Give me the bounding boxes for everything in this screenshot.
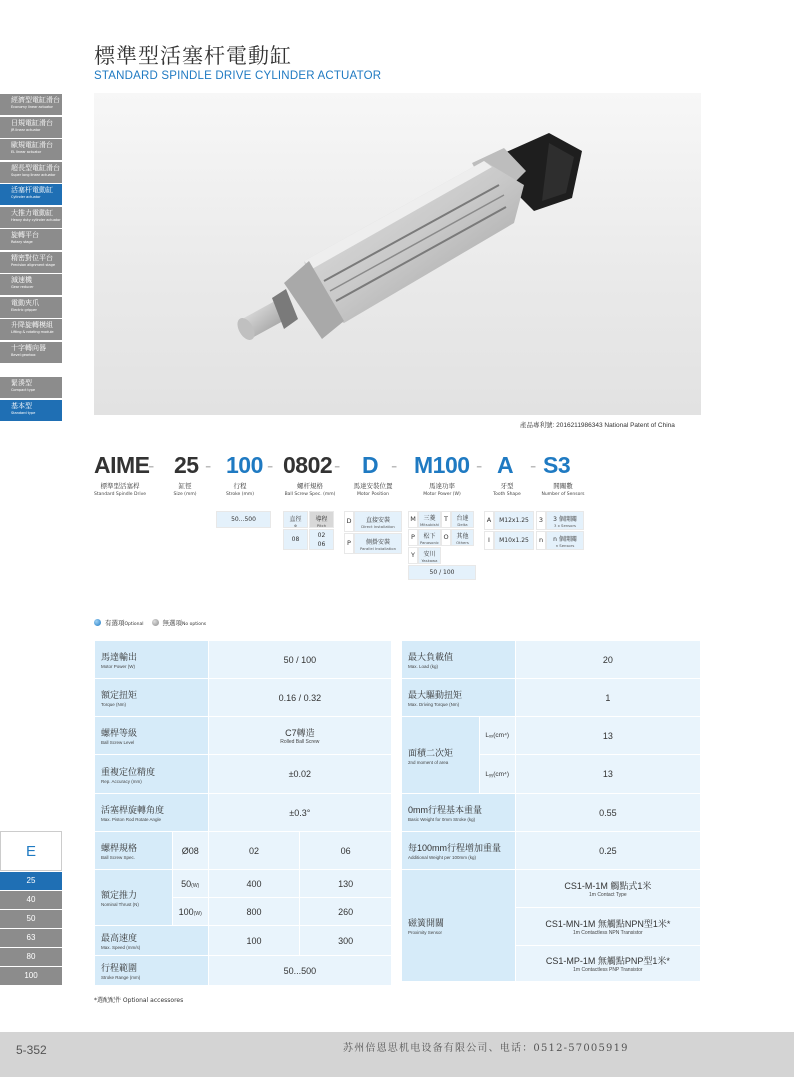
subtype-item[interactable]: [0, 377, 62, 398]
motor-brand-desc: [418, 547, 441, 564]
sidebar-item-label: 減速機: [11, 276, 32, 284]
size-nav: [0, 831, 62, 985]
value-speed-b: 300: [300, 926, 392, 956]
company-contact: 苏州倍恩思机电设备有限公司、电话：0512-57005919: [343, 1043, 629, 1054]
sidebar-item-label: 緊湊型: [11, 379, 32, 387]
value-stroke: 50...500: [208, 956, 391, 986]
power-unit: (W): [191, 882, 200, 889]
sensor-count-desc: [546, 531, 584, 550]
screw-pitch-1: 02: [317, 532, 326, 539]
label-sensor: [402, 870, 516, 982]
category-sidebar: [0, 94, 62, 364]
row-drive-torque: [402, 679, 701, 717]
sidebar-item-label: 十字轉向器: [11, 343, 46, 352]
code-label-en: Tooth Shape: [493, 492, 521, 497]
legend-optional: [105, 618, 144, 627]
sidebar-item-sublabel: Precision alignment stage: [11, 262, 55, 267]
code-part: 25: [174, 452, 199, 478]
sidebar-item-label: 基本型: [11, 401, 32, 410]
sidebar-item-sublabel: Lifting & rotating module: [11, 330, 54, 334]
sidebar-item-label: 活塞杆電動缸: [11, 186, 53, 194]
opt-cn: n 個開關: [553, 536, 577, 543]
opt-en: Panasonic: [419, 540, 440, 545]
sidebar-item[interactable]: [0, 342, 62, 363]
sensor-en: 1m Contactless NPN Transistor: [572, 930, 643, 936]
page-number: 5-352: [16, 1043, 47, 1057]
label-cn: 磁簧開關: [408, 918, 445, 928]
power-value: 100: [178, 906, 194, 917]
opt-cn: 側掛安裝: [365, 539, 390, 546]
sidebar-item[interactable]: [0, 117, 62, 138]
moment-iy-label: Lᵧᵧ(cm⁴): [479, 755, 515, 794]
motor-power-option: [408, 511, 476, 580]
code-label-cn: 馬達功率: [429, 482, 455, 490]
sidebar-item[interactable]: [0, 319, 62, 340]
legend-optional-cn: 有選項: [105, 619, 125, 627]
sidebar-item-label: 旋轉平台: [11, 231, 39, 239]
code-label-cn: 牙型: [500, 482, 514, 490]
code-separator: -: [205, 456, 211, 477]
type-sidebar: [0, 377, 62, 422]
power-unit: (W): [193, 910, 202, 917]
code-label-en: Standard Spindle Drive: [93, 492, 147, 497]
option-key: n: [536, 531, 546, 550]
sensor-option-2: [515, 908, 700, 946]
sensor-option-1: [515, 870, 700, 908]
moment-iy-value: 13: [515, 755, 700, 794]
label-cn: 最大驅動扭矩: [408, 690, 463, 700]
screw-dia-sub: Φ: [294, 523, 297, 528]
value-screw-grade: [208, 717, 391, 755]
page-title: 標準型活塞杆電動缸: [94, 44, 292, 68]
row-stroke: [95, 956, 392, 986]
label-en: Max. Driving Torque (Nm): [408, 702, 460, 707]
thrust-row1-b: 130: [300, 870, 392, 898]
value-load: 20: [515, 641, 700, 679]
sidebar-item-label: 大推力電動缸: [11, 208, 53, 217]
power-value: 50: [181, 878, 192, 889]
label-basic-weight: [402, 794, 516, 832]
code-separator: -: [267, 456, 273, 477]
label-thrust: [95, 870, 173, 926]
motor-brand-desc: [451, 529, 474, 546]
row-rotate: [95, 794, 392, 832]
option-key: A: [484, 511, 494, 530]
label-rotate: [95, 794, 209, 832]
row-moment-x: [402, 717, 701, 755]
option-row: [344, 511, 402, 532]
code-label-cn: 開關數: [553, 482, 573, 490]
label-stroke: [95, 956, 209, 986]
option-key: I: [484, 531, 494, 550]
code-separator: -: [476, 456, 482, 477]
thrust-row2-a: 800: [208, 898, 300, 926]
label-drive-torque: [402, 679, 516, 717]
code-separator: -: [530, 456, 536, 477]
label-speed: [95, 926, 209, 956]
legend-none-en: No options: [182, 622, 207, 627]
thrust-row1-a: 400: [208, 870, 300, 898]
value-basic-weight: 0.55: [515, 794, 700, 832]
code-label-cn: 標準型活塞桿: [100, 482, 140, 490]
opt-cn: 3 個開關: [553, 516, 577, 523]
label-en: Ball Screw Level: [101, 740, 135, 745]
sidebar-item[interactable]: [0, 139, 62, 160]
option-key: T: [441, 511, 451, 528]
sidebar-item-sublabel: Gear reducer: [11, 285, 34, 289]
sidebar-item-sublabel: Super long linear actuator: [11, 172, 56, 177]
legend-none: [163, 618, 207, 627]
option-key: D: [344, 511, 354, 532]
row-basic-weight: [402, 794, 701, 832]
value-torque: 0.16 / 0.32: [208, 679, 391, 717]
label-en: Ball Screw Spec.: [101, 855, 136, 860]
sensor-en: 1m Contactless PNP Transistor: [573, 967, 643, 973]
sensor-cn: CS1-MP-1M 無觸點PNP型1米*: [545, 956, 670, 966]
sidebar-item-sublabel: Electric gripper: [11, 307, 37, 312]
sidebar-item-sublabel: Bevel gearbox: [11, 352, 36, 357]
label-load: [402, 641, 516, 679]
motor-brand-row: [408, 547, 476, 564]
row-load: [402, 641, 701, 679]
opt-en: Delta: [457, 522, 468, 527]
code-part: A: [497, 452, 514, 478]
motor-position-option: [344, 511, 402, 555]
option-key: O: [441, 529, 451, 546]
label-screw-grade: [95, 717, 209, 755]
row-screw-spec: [95, 832, 392, 870]
tooth-option: [484, 511, 534, 551]
code-label-cn: 缸徑: [178, 482, 192, 490]
opt-en: 3 x Sensors: [553, 523, 577, 528]
value-screw-pitch-1: 02: [208, 832, 300, 870]
size-tab-50[interactable]: 50: [0, 910, 62, 928]
label-cn: 額定推力: [101, 890, 138, 900]
sidebar-item-label: 日規電缸滑台: [11, 118, 53, 127]
option-key: Y: [408, 547, 418, 564]
label-cn: 0mm行程基本重量: [408, 805, 482, 815]
screw-pitch-2: 06: [317, 541, 326, 548]
motor-brand-desc: [418, 511, 441, 528]
label-en: Torque (Nm): [101, 702, 127, 707]
tooth-value: M12x1.25: [494, 511, 534, 530]
code-label: [200, 481, 280, 497]
moment-ix-value: 13: [515, 717, 700, 755]
option-row: [484, 511, 534, 530]
screw-dia-value: 08: [283, 529, 308, 550]
value-add-weight: 0.25: [515, 832, 700, 870]
screw-dia-header: 直徑: [289, 516, 302, 523]
code-label: [523, 481, 603, 497]
motor-brand-desc: [451, 511, 474, 528]
option-row: [536, 531, 584, 550]
opt-cn: 三菱: [423, 515, 436, 522]
value-en: Rolled Ball Screw: [280, 739, 320, 745]
opt-en: Others: [456, 540, 469, 545]
sidebar-item[interactable]: [0, 297, 62, 318]
opt-cn: 其他: [456, 533, 469, 540]
opt-en: Mitsubishi: [419, 522, 440, 527]
value-drive-torque: 1: [515, 679, 700, 717]
option-row: [344, 533, 402, 554]
code-label-en: Motor Power (W): [423, 492, 461, 497]
value-repeat: ±0.02: [208, 755, 391, 794]
value-screw-pitch-2: 06: [300, 832, 392, 870]
row-thrust-1: [95, 870, 392, 898]
motor-pos-desc: [354, 511, 402, 532]
stroke-option: 50...500: [216, 511, 271, 528]
sidebar-item-label: 升降旋轉模組: [11, 321, 53, 329]
option-key: 3: [536, 511, 546, 530]
size-tab-40[interactable]: 40: [0, 891, 62, 909]
label-en: Max. Piston Rod Rotate Angle: [101, 817, 162, 822]
row-speed: [95, 926, 392, 956]
label-en: Rep. Accuracy (mm): [101, 778, 142, 784]
value-motor-power: 50 / 100: [208, 641, 391, 679]
label-en: Additional Weight per 100mm (kg): [408, 855, 476, 860]
code-label-en: Motor Position: [357, 492, 389, 497]
screw-pitch-sub: Pitch: [316, 523, 327, 528]
size-series-letter: E: [0, 831, 62, 871]
label-torque: [95, 679, 209, 717]
thrust-row2-power: [172, 898, 208, 926]
thrust-row2-b: 260: [300, 898, 392, 926]
sidebar-item-sublabel: Standard type: [11, 410, 36, 415]
spec-table-left: [94, 640, 392, 986]
label-add-weight: [402, 832, 516, 870]
product-photo: [94, 93, 701, 415]
option-key: P: [344, 533, 354, 554]
optional-dot-icon: [94, 619, 101, 626]
sidebar-item[interactable]: [0, 274, 62, 295]
row-add-weight: [402, 832, 701, 870]
footer: [0, 1032, 794, 1077]
label-cn: 活塞桿旋轉角度: [101, 805, 165, 815]
sidebar-item-sublabel: Heavy duty cylinder actuator: [11, 217, 61, 222]
label-cn: 螺桿等級: [101, 728, 138, 738]
patent-number: 產品專利號: 2016211986343 National Patent of China: [520, 422, 675, 429]
legend-none-cn: 無選項: [162, 619, 183, 627]
sidebar-item-label: 電動夾爪: [11, 298, 39, 307]
sidebar-item[interactable]: [0, 252, 62, 273]
cylinder-actuator-image: [94, 93, 701, 415]
row-torque: [95, 679, 392, 717]
opt-en: Direct Installation: [361, 524, 395, 529]
label-moment: [402, 717, 480, 794]
label-motor-power: [95, 641, 209, 679]
label-cn: 螺桿規格: [101, 843, 138, 853]
label-cn: 最高速度: [101, 933, 138, 943]
opt-cn: 安川: [423, 551, 436, 558]
value-speed-a: 100: [208, 926, 300, 956]
legend: [94, 618, 206, 627]
code-label-en: Size (mm): [173, 492, 197, 497]
moment-ix-label: Lₓₓ(cm⁴): [479, 717, 515, 755]
motor-brand-row: [408, 529, 476, 546]
code-part: M100: [414, 452, 470, 478]
sensor-count-option: [536, 511, 584, 551]
motor-brand-row: [408, 511, 476, 528]
code-part: 100: [226, 452, 263, 478]
label-cn: 重複定位精度: [101, 766, 156, 777]
value-screw-dia: Ø08: [172, 832, 208, 870]
code-label-cn: 螺杆規格: [297, 482, 323, 490]
optional-note: *選配配件 Optional accessores: [94, 997, 184, 1004]
sidebar-item[interactable]: [0, 207, 62, 228]
sensor-cn: CS1-MN-1M 無觸點NPN型1米*: [545, 919, 671, 929]
row-repeat: [95, 755, 392, 794]
value-cn: C7轉造: [285, 728, 315, 738]
sidebar-item-label: 精密對位平台: [11, 253, 53, 262]
size-tab-80[interactable]: 80: [0, 948, 62, 966]
sensor-en: 1m Contact Type: [588, 892, 627, 898]
screw-spec-option: [283, 511, 335, 551]
label-cn: 行程範圍: [101, 963, 138, 973]
screw-pitch-header: 導程: [315, 516, 328, 523]
label-en: Motor Power (W): [101, 664, 136, 669]
code-label: [333, 481, 413, 497]
option-row: [484, 531, 534, 550]
code-label-cn: 行程: [233, 482, 247, 490]
sidebar-item-label: 超長型電缸滑台: [11, 163, 60, 172]
sidebar-item[interactable]: [0, 162, 62, 183]
code-label-en: Stroke (mm): [225, 492, 255, 497]
legend-optional-en: Optional: [124, 622, 144, 627]
sidebar-item-label: 經濟型電缸滑台: [11, 96, 60, 104]
opt-en: n Sensors: [555, 543, 575, 548]
row-screw-grade: [95, 717, 392, 755]
code-label-en: Ball Screw Spec. (mm): [284, 492, 336, 497]
size-tab-100[interactable]: 100: [0, 967, 62, 985]
label-en: Basic Weight for 0mm Stroke (kg): [408, 817, 476, 822]
sidebar-item-sublabel: EL linear actuator: [11, 150, 42, 154]
motor-pos-desc: [354, 533, 402, 554]
code-separator: -: [391, 456, 397, 477]
label-en: 2nd moment of area: [408, 759, 449, 765]
option-key: P: [408, 529, 418, 546]
label-repeat: [95, 755, 209, 794]
motor-brand-desc: [418, 529, 441, 546]
sidebar-item-sublabel: Rotary stage: [11, 240, 33, 244]
code-part: D: [362, 452, 379, 478]
opt-en: Parallel Installation: [359, 546, 397, 551]
label-en: Proximity Sensor: [408, 930, 443, 935]
size-tab-25[interactable]: 25: [0, 872, 62, 890]
code-part: AIME: [94, 452, 150, 478]
code-separator: -: [334, 456, 340, 477]
motor-power-values: 50 / 100: [408, 565, 476, 580]
spec-table-right: [401, 640, 701, 982]
label-en: Stroke Range (mm): [101, 975, 141, 980]
size-tab-63[interactable]: 63: [0, 929, 62, 947]
label-en: Max. Speed (mm/s): [101, 945, 141, 950]
tooth-value: M10x1.25: [494, 531, 534, 550]
sensor-count-desc: [546, 511, 584, 530]
code-part: S3: [543, 452, 571, 478]
code-separator: -: [148, 456, 154, 477]
sidebar-item-label: 歐規電缸滑台: [11, 141, 53, 149]
opt-cn: 台達: [456, 515, 469, 522]
label-en: Max. Load (kg): [408, 664, 439, 669]
thrust-row1-power: [172, 870, 208, 898]
row-motor-power: [95, 641, 392, 679]
page-subtitle: STANDARD SPINDLE DRIVE CYLINDER ACTUATOR: [94, 70, 382, 82]
sidebar-item-sublabel: Compact type: [11, 388, 36, 392]
label-cn: 每100mm行程增加重量: [408, 843, 502, 853]
sidebar-item-sublabel: Economy linear actuator: [11, 105, 53, 109]
label-en: Nominal Thrust (N): [101, 902, 139, 907]
sensor-cn: CS1-M-1M 觸點式1米: [564, 881, 652, 891]
sidebar-item[interactable]: [0, 184, 62, 205]
opt-en: Yaskawa: [421, 558, 438, 563]
sidebar-item[interactable]: [0, 229, 62, 250]
label-cn: 面積二次矩: [408, 747, 454, 758]
opt-cn: 直接安裝: [365, 517, 390, 524]
option-key: M: [408, 511, 418, 528]
label-cn: 馬達輸出: [101, 652, 138, 662]
code-label-cn: 馬達安裝位置: [353, 482, 393, 490]
sidebar-item-sublabel: Cylinder actuator: [11, 195, 41, 199]
opt-cn: 松下: [423, 533, 436, 540]
label-screw-spec: [95, 832, 173, 870]
code-part: 0802: [283, 452, 333, 478]
label-cn: 最大負載值: [408, 652, 454, 662]
row-sensor-1: [402, 870, 701, 908]
no-option-dot-icon: [152, 619, 159, 626]
code-label-en: Number of Sensors: [541, 492, 585, 497]
sidebar-item-sublabel: JR linear actuator: [11, 127, 41, 132]
subtype-item[interactable]: [0, 400, 62, 421]
value-rotate: ±0.3°: [208, 794, 391, 832]
sidebar-item[interactable]: [0, 94, 62, 115]
label-cn: 額定扭矩: [101, 690, 138, 700]
option-row: [536, 511, 584, 530]
sensor-option-3: [515, 946, 700, 982]
